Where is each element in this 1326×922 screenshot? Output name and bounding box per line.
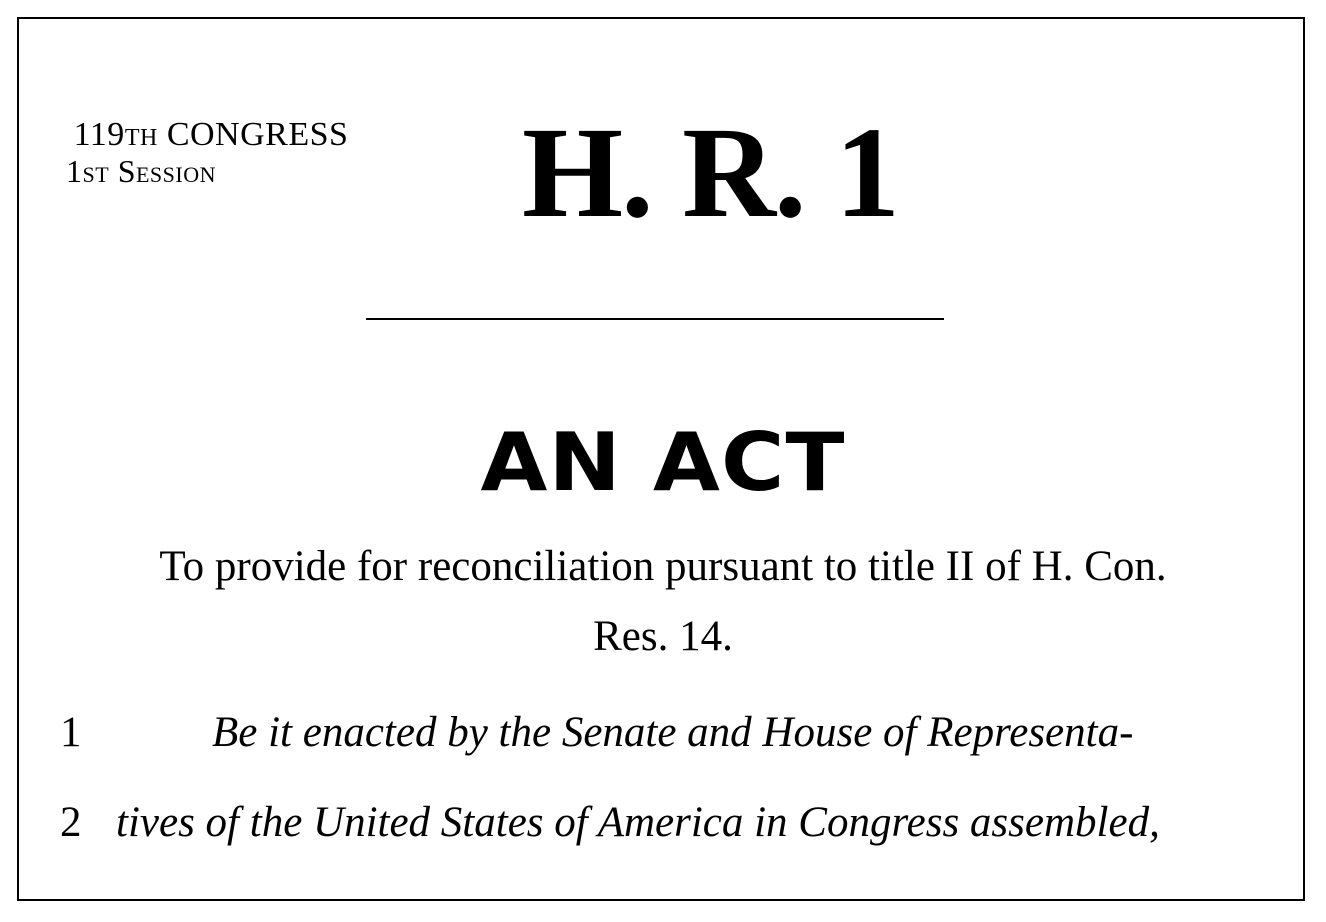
purpose-statement bbox=[0, 532, 1326, 672]
enacting-clause-line: Be it enacted by the Senate and House of Representa- bbox=[212, 709, 1134, 756]
enacting-clause-line: tives of the United States of America in Congress assembled, bbox=[116, 799, 1160, 846]
congress-session-block bbox=[36, 118, 386, 188]
session-number: 1 bbox=[66, 153, 83, 189]
congress-number: 119 bbox=[73, 116, 125, 153]
congress-ordinal: th bbox=[124, 116, 158, 153]
purpose-line-2: Res. 14. bbox=[593, 613, 733, 660]
congress-label bbox=[36, 118, 386, 152]
act-heading: AN ACT bbox=[480, 416, 846, 509]
session-ordinal: st bbox=[82, 153, 110, 189]
purpose-line-1: To provide for reconciliation pursuant to title II of H. Con. bbox=[159, 543, 1167, 590]
line-number: 1 bbox=[60, 709, 82, 756]
horizontal-rule bbox=[366, 318, 944, 320]
line-number: 2 bbox=[60, 799, 82, 846]
session-label bbox=[0, 154, 386, 188]
congress-word: CONGRESS bbox=[166, 116, 349, 153]
session-word: Session bbox=[117, 153, 216, 189]
bill-number: H. R. 1 bbox=[522, 101, 898, 245]
